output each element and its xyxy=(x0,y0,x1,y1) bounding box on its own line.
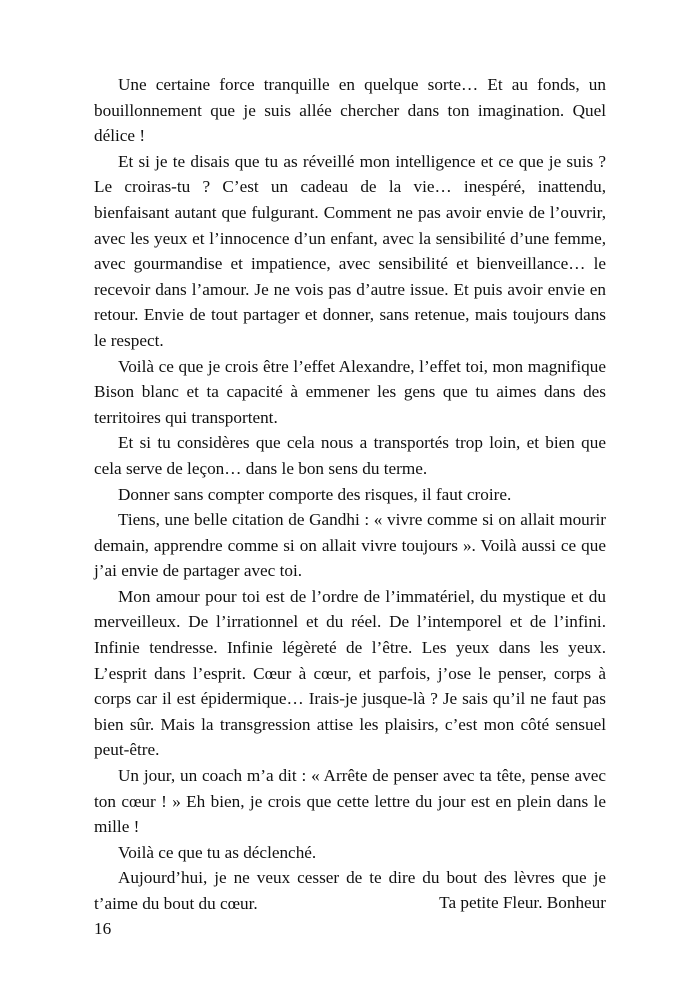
paragraph: Et si tu considères que cela nous a transportés trop loin, et bien que cela serve de leçon… dans le bon sens du terme. xyxy=(94,433,606,478)
paragraph: Voilà ce que je crois être l’effet Alexandre, l’effet toi, mon magnifique Bison blanc et ta capacité à emmener les gens que tu aimes dans des territoires qui transportent. xyxy=(94,356,606,427)
paragraph: Donner sans compter comporte des risques, il faut croire. xyxy=(118,484,512,504)
paragraph: Tiens, une belle citation de Gandhi : « vivre comme si on allait mourir demain, apprendre comme si on allait vivre toujours ». Voilà aussi ce que j’ai envie de partager avec toi. xyxy=(94,510,606,581)
paragraph: Aujourd’hui, je ne veux cesser de te dire du bout des lèvres que je t’aime du bout du cœur. xyxy=(94,868,606,913)
page-number: 16 xyxy=(94,919,112,938)
paragraph: Voilà ce que tu as déclenché. xyxy=(118,842,317,862)
body-text xyxy=(94,72,606,917)
paragraph: Mon amour pour toi est de l’ordre de l’immatériel, du mystique et du merveilleux. De l’irrationnel et du réel. De l’intemporel et de l’infini. Infinie tendresse. Infinie légèreté de l’être. Les yeux dans les yeux. L’esprit dans l’esprit. Cœur à cœur, et parfois, j’ose le penser, corps à corps car il est épidermique… Irais-je jusque-là ? Je sais qu’il ne faut pas bien sûr. Mais la transgression attise les plaisirs, c’est mon côté sensuel peut-être. xyxy=(94,586,606,760)
signature: Ta petite Fleur. Bonheur xyxy=(439,893,606,912)
paragraph: Un jour, un coach m’a dit : « Arrête de penser avec ta tête, pense avec ton cœur ! » Eh bien, je crois que cette lettre du jour est en plein dans le mille ! xyxy=(94,766,606,837)
paragraph: Une certaine force tranquille en quelque sorte… Et au fonds, un bouillonnement que je suis allée chercher dans ton imagination. Quel délice ! xyxy=(94,75,606,146)
paragraph: Et si je te disais que tu as réveillé mon intelligence et ce que je suis ? Le croiras-tu ? C’est un cadeau de la vie… inespéré, inattendu, bienfaisant autant que fulgurant. Comment ne pas avoir envie de l’ouvrir, avec les yeux et l’innocence d’un enfant, avec la sensibilité d’une femme, avec gourmandise et impatience, avec sensibilité et bienveillance… le recevoir dans l’amour. Je ne vois pas d’autre issue. Et puis avoir envie en retour. Envie de tout partager et donner, sans retenue, mais toujours dans le respect. xyxy=(94,151,606,350)
